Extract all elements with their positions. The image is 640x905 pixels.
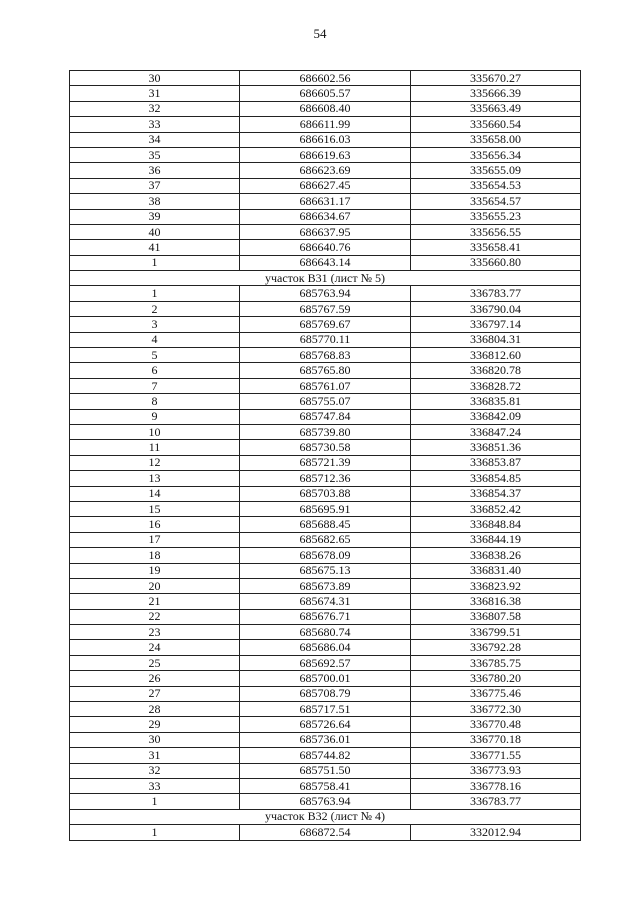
point-number-cell: 20 [70, 578, 240, 593]
x-coordinate-cell: 685768.83 [240, 348, 411, 363]
table-row [70, 655, 581, 670]
y-coordinate-cell: 335660.54 [411, 117, 581, 132]
table-row [70, 563, 581, 578]
y-coordinate-cell: 336848.84 [411, 517, 581, 532]
x-coordinate-cell: 685695.91 [240, 501, 411, 516]
table-row [70, 763, 581, 778]
table-row [70, 671, 581, 686]
point-number-cell: 35 [70, 147, 240, 162]
point-number-cell: 39 [70, 209, 240, 224]
x-coordinate-cell: 685678.09 [240, 548, 411, 563]
y-coordinate-cell: 335663.49 [411, 101, 581, 116]
x-coordinate-cell: 685721.39 [240, 455, 411, 470]
y-coordinate-cell: 336828.72 [411, 378, 581, 393]
y-coordinate-cell: 336775.46 [411, 686, 581, 701]
y-coordinate-cell: 336835.81 [411, 394, 581, 409]
x-coordinate-cell: 685736.01 [240, 732, 411, 747]
table-row [70, 517, 581, 532]
y-coordinate-cell: 336816.38 [411, 594, 581, 609]
table-row [70, 578, 581, 593]
table-row [70, 301, 581, 316]
x-coordinate-cell: 686605.57 [240, 86, 411, 101]
y-coordinate-cell: 335655.09 [411, 163, 581, 178]
section-header-row [70, 271, 581, 286]
table-row [70, 686, 581, 701]
x-coordinate-cell: 685675.13 [240, 563, 411, 578]
table-row [70, 147, 581, 162]
section-title: участок В31 (лист № 5) [70, 271, 581, 286]
point-number-cell: 4 [70, 332, 240, 347]
x-coordinate-cell: 685686.04 [240, 640, 411, 655]
table-row [70, 794, 581, 809]
y-coordinate-cell: 336807.58 [411, 609, 581, 624]
point-number-cell: 13 [70, 471, 240, 486]
table-row [70, 71, 581, 86]
x-coordinate-cell: 686872.54 [240, 825, 411, 840]
x-coordinate-cell: 686634.67 [240, 209, 411, 224]
y-coordinate-cell: 336838.26 [411, 548, 581, 563]
point-number-cell: 31 [70, 86, 240, 101]
section-header-row [70, 809, 581, 824]
coordinates-table-body [70, 71, 581, 841]
y-coordinate-cell: 336792.28 [411, 640, 581, 655]
table-row [70, 548, 581, 563]
y-coordinate-cell: 336854.37 [411, 486, 581, 501]
y-coordinate-cell: 335670.27 [411, 71, 581, 86]
table-row [70, 163, 581, 178]
point-number-cell: 14 [70, 486, 240, 501]
point-number-cell: 1 [70, 255, 240, 270]
point-number-cell: 7 [70, 378, 240, 393]
point-number-cell: 36 [70, 163, 240, 178]
y-coordinate-cell: 336773.93 [411, 763, 581, 778]
table-row [70, 194, 581, 209]
point-number-cell: 1 [70, 825, 240, 840]
point-number-cell: 29 [70, 717, 240, 732]
y-coordinate-cell: 335656.55 [411, 224, 581, 239]
table-row [70, 594, 581, 609]
table-row [70, 486, 581, 501]
point-number-cell: 31 [70, 748, 240, 763]
y-coordinate-cell: 336804.31 [411, 332, 581, 347]
x-coordinate-cell: 685761.07 [240, 378, 411, 393]
x-coordinate-cell: 685703.88 [240, 486, 411, 501]
point-number-cell: 33 [70, 778, 240, 793]
table-row [70, 609, 581, 624]
x-coordinate-cell: 686640.76 [240, 240, 411, 255]
point-number-cell: 3 [70, 317, 240, 332]
table-row [70, 240, 581, 255]
x-coordinate-cell: 686643.14 [240, 255, 411, 270]
point-number-cell: 19 [70, 563, 240, 578]
table-row [70, 748, 581, 763]
table-row [70, 471, 581, 486]
x-coordinate-cell: 685674.31 [240, 594, 411, 609]
y-coordinate-cell: 336853.87 [411, 455, 581, 470]
point-number-cell: 9 [70, 409, 240, 424]
point-number-cell: 22 [70, 609, 240, 624]
y-coordinate-cell: 336851.36 [411, 440, 581, 455]
y-coordinate-cell: 336844.19 [411, 532, 581, 547]
x-coordinate-cell: 685751.50 [240, 763, 411, 778]
x-coordinate-cell: 685767.59 [240, 301, 411, 316]
table-row [70, 732, 581, 747]
y-coordinate-cell: 336797.14 [411, 317, 581, 332]
x-coordinate-cell: 686631.17 [240, 194, 411, 209]
x-coordinate-cell: 685770.11 [240, 332, 411, 347]
y-coordinate-cell: 336780.20 [411, 671, 581, 686]
table-row [70, 717, 581, 732]
y-coordinate-cell: 335660.80 [411, 255, 581, 270]
x-coordinate-cell: 685765.80 [240, 363, 411, 378]
table-row [70, 286, 581, 301]
table-row [70, 455, 581, 470]
point-number-cell: 24 [70, 640, 240, 655]
x-coordinate-cell: 685676.71 [240, 609, 411, 624]
x-coordinate-cell: 685673.89 [240, 578, 411, 593]
point-number-cell: 38 [70, 194, 240, 209]
x-coordinate-cell: 686627.45 [240, 178, 411, 193]
y-coordinate-cell: 335658.00 [411, 132, 581, 147]
point-number-cell: 33 [70, 117, 240, 132]
point-number-cell: 30 [70, 732, 240, 747]
y-coordinate-cell: 335654.53 [411, 178, 581, 193]
x-coordinate-cell: 685688.45 [240, 517, 411, 532]
x-coordinate-cell: 685680.74 [240, 625, 411, 640]
y-coordinate-cell: 335658.41 [411, 240, 581, 255]
table-row [70, 825, 581, 840]
table-row [70, 86, 581, 101]
y-coordinate-cell: 336790.04 [411, 301, 581, 316]
table-row [70, 424, 581, 439]
table-row [70, 132, 581, 147]
point-number-cell: 23 [70, 625, 240, 640]
point-number-cell: 16 [70, 517, 240, 532]
section-title: участок В32 (лист № 4) [70, 809, 581, 824]
x-coordinate-cell: 686616.03 [240, 132, 411, 147]
point-number-cell: 37 [70, 178, 240, 193]
point-number-cell: 26 [70, 671, 240, 686]
y-coordinate-cell: 335656.34 [411, 147, 581, 162]
y-coordinate-cell: 336812.60 [411, 348, 581, 363]
point-number-cell: 10 [70, 424, 240, 439]
table-row [70, 348, 581, 363]
table-row [70, 501, 581, 516]
page-number: 54 [313, 26, 327, 41]
table-row [70, 394, 581, 409]
point-number-cell: 8 [70, 394, 240, 409]
table-row [70, 332, 581, 347]
x-coordinate-cell: 686602.56 [240, 71, 411, 86]
table-row [70, 317, 581, 332]
y-coordinate-cell: 336785.75 [411, 655, 581, 670]
y-coordinate-cell: 336799.51 [411, 625, 581, 640]
point-number-cell: 41 [70, 240, 240, 255]
y-coordinate-cell: 336770.18 [411, 732, 581, 747]
point-number-cell: 2 [70, 301, 240, 316]
x-coordinate-cell: 686619.63 [240, 147, 411, 162]
x-coordinate-cell: 686637.95 [240, 224, 411, 239]
x-coordinate-cell: 685763.94 [240, 286, 411, 301]
x-coordinate-cell: 686623.69 [240, 163, 411, 178]
y-coordinate-cell: 336847.24 [411, 424, 581, 439]
coordinates-table [69, 70, 581, 841]
table-row [70, 778, 581, 793]
y-coordinate-cell: 336783.77 [411, 286, 581, 301]
y-coordinate-cell: 336842.09 [411, 409, 581, 424]
point-number-cell: 6 [70, 363, 240, 378]
point-number-cell: 34 [70, 132, 240, 147]
table-row [70, 702, 581, 717]
point-number-cell: 5 [70, 348, 240, 363]
y-coordinate-cell: 336770.48 [411, 717, 581, 732]
point-number-cell: 40 [70, 224, 240, 239]
table-row [70, 440, 581, 455]
table-row [70, 625, 581, 640]
table-row [70, 101, 581, 116]
y-coordinate-cell: 336772.30 [411, 702, 581, 717]
x-coordinate-cell: 685730.58 [240, 440, 411, 455]
point-number-cell: 18 [70, 548, 240, 563]
point-number-cell: 25 [70, 655, 240, 670]
y-coordinate-cell: 332012.94 [411, 825, 581, 840]
table-row [70, 378, 581, 393]
point-number-cell: 1 [70, 794, 240, 809]
y-coordinate-cell: 336820.78 [411, 363, 581, 378]
y-coordinate-cell: 336783.77 [411, 794, 581, 809]
x-coordinate-cell: 685726.64 [240, 717, 411, 732]
y-coordinate-cell: 336823.92 [411, 578, 581, 593]
table-row [70, 209, 581, 224]
table-row [70, 255, 581, 270]
table-row [70, 363, 581, 378]
y-coordinate-cell: 336852.42 [411, 501, 581, 516]
x-coordinate-cell: 685712.36 [240, 471, 411, 486]
table-row [70, 178, 581, 193]
point-number-cell: 1 [70, 286, 240, 301]
x-coordinate-cell: 685692.57 [240, 655, 411, 670]
x-coordinate-cell: 685747.84 [240, 409, 411, 424]
point-number-cell: 32 [70, 763, 240, 778]
point-number-cell: 28 [70, 702, 240, 717]
table-row [70, 640, 581, 655]
point-number-cell: 12 [70, 455, 240, 470]
y-coordinate-cell: 336778.16 [411, 778, 581, 793]
x-coordinate-cell: 685739.80 [240, 424, 411, 439]
x-coordinate-cell: 685763.94 [240, 794, 411, 809]
table-row [70, 409, 581, 424]
table-row [70, 117, 581, 132]
x-coordinate-cell: 686611.99 [240, 117, 411, 132]
x-coordinate-cell: 685758.41 [240, 778, 411, 793]
x-coordinate-cell: 685682.65 [240, 532, 411, 547]
point-number-cell: 32 [70, 101, 240, 116]
y-coordinate-cell: 335654.57 [411, 194, 581, 209]
y-coordinate-cell: 336771.55 [411, 748, 581, 763]
y-coordinate-cell: 335666.39 [411, 86, 581, 101]
x-coordinate-cell: 685700.01 [240, 671, 411, 686]
point-number-cell: 30 [70, 71, 240, 86]
table-row [70, 224, 581, 239]
x-coordinate-cell: 686608.40 [240, 101, 411, 116]
x-coordinate-cell: 685744.82 [240, 748, 411, 763]
point-number-cell: 27 [70, 686, 240, 701]
point-number-cell: 21 [70, 594, 240, 609]
point-number-cell: 11 [70, 440, 240, 455]
y-coordinate-cell: 335655.23 [411, 209, 581, 224]
table-row [70, 532, 581, 547]
x-coordinate-cell: 685769.67 [240, 317, 411, 332]
point-number-cell: 15 [70, 501, 240, 516]
x-coordinate-cell: 685755.07 [240, 394, 411, 409]
y-coordinate-cell: 336831.40 [411, 563, 581, 578]
x-coordinate-cell: 685708.79 [240, 686, 411, 701]
x-coordinate-cell: 685717.51 [240, 702, 411, 717]
point-number-cell: 17 [70, 532, 240, 547]
y-coordinate-cell: 336854.85 [411, 471, 581, 486]
